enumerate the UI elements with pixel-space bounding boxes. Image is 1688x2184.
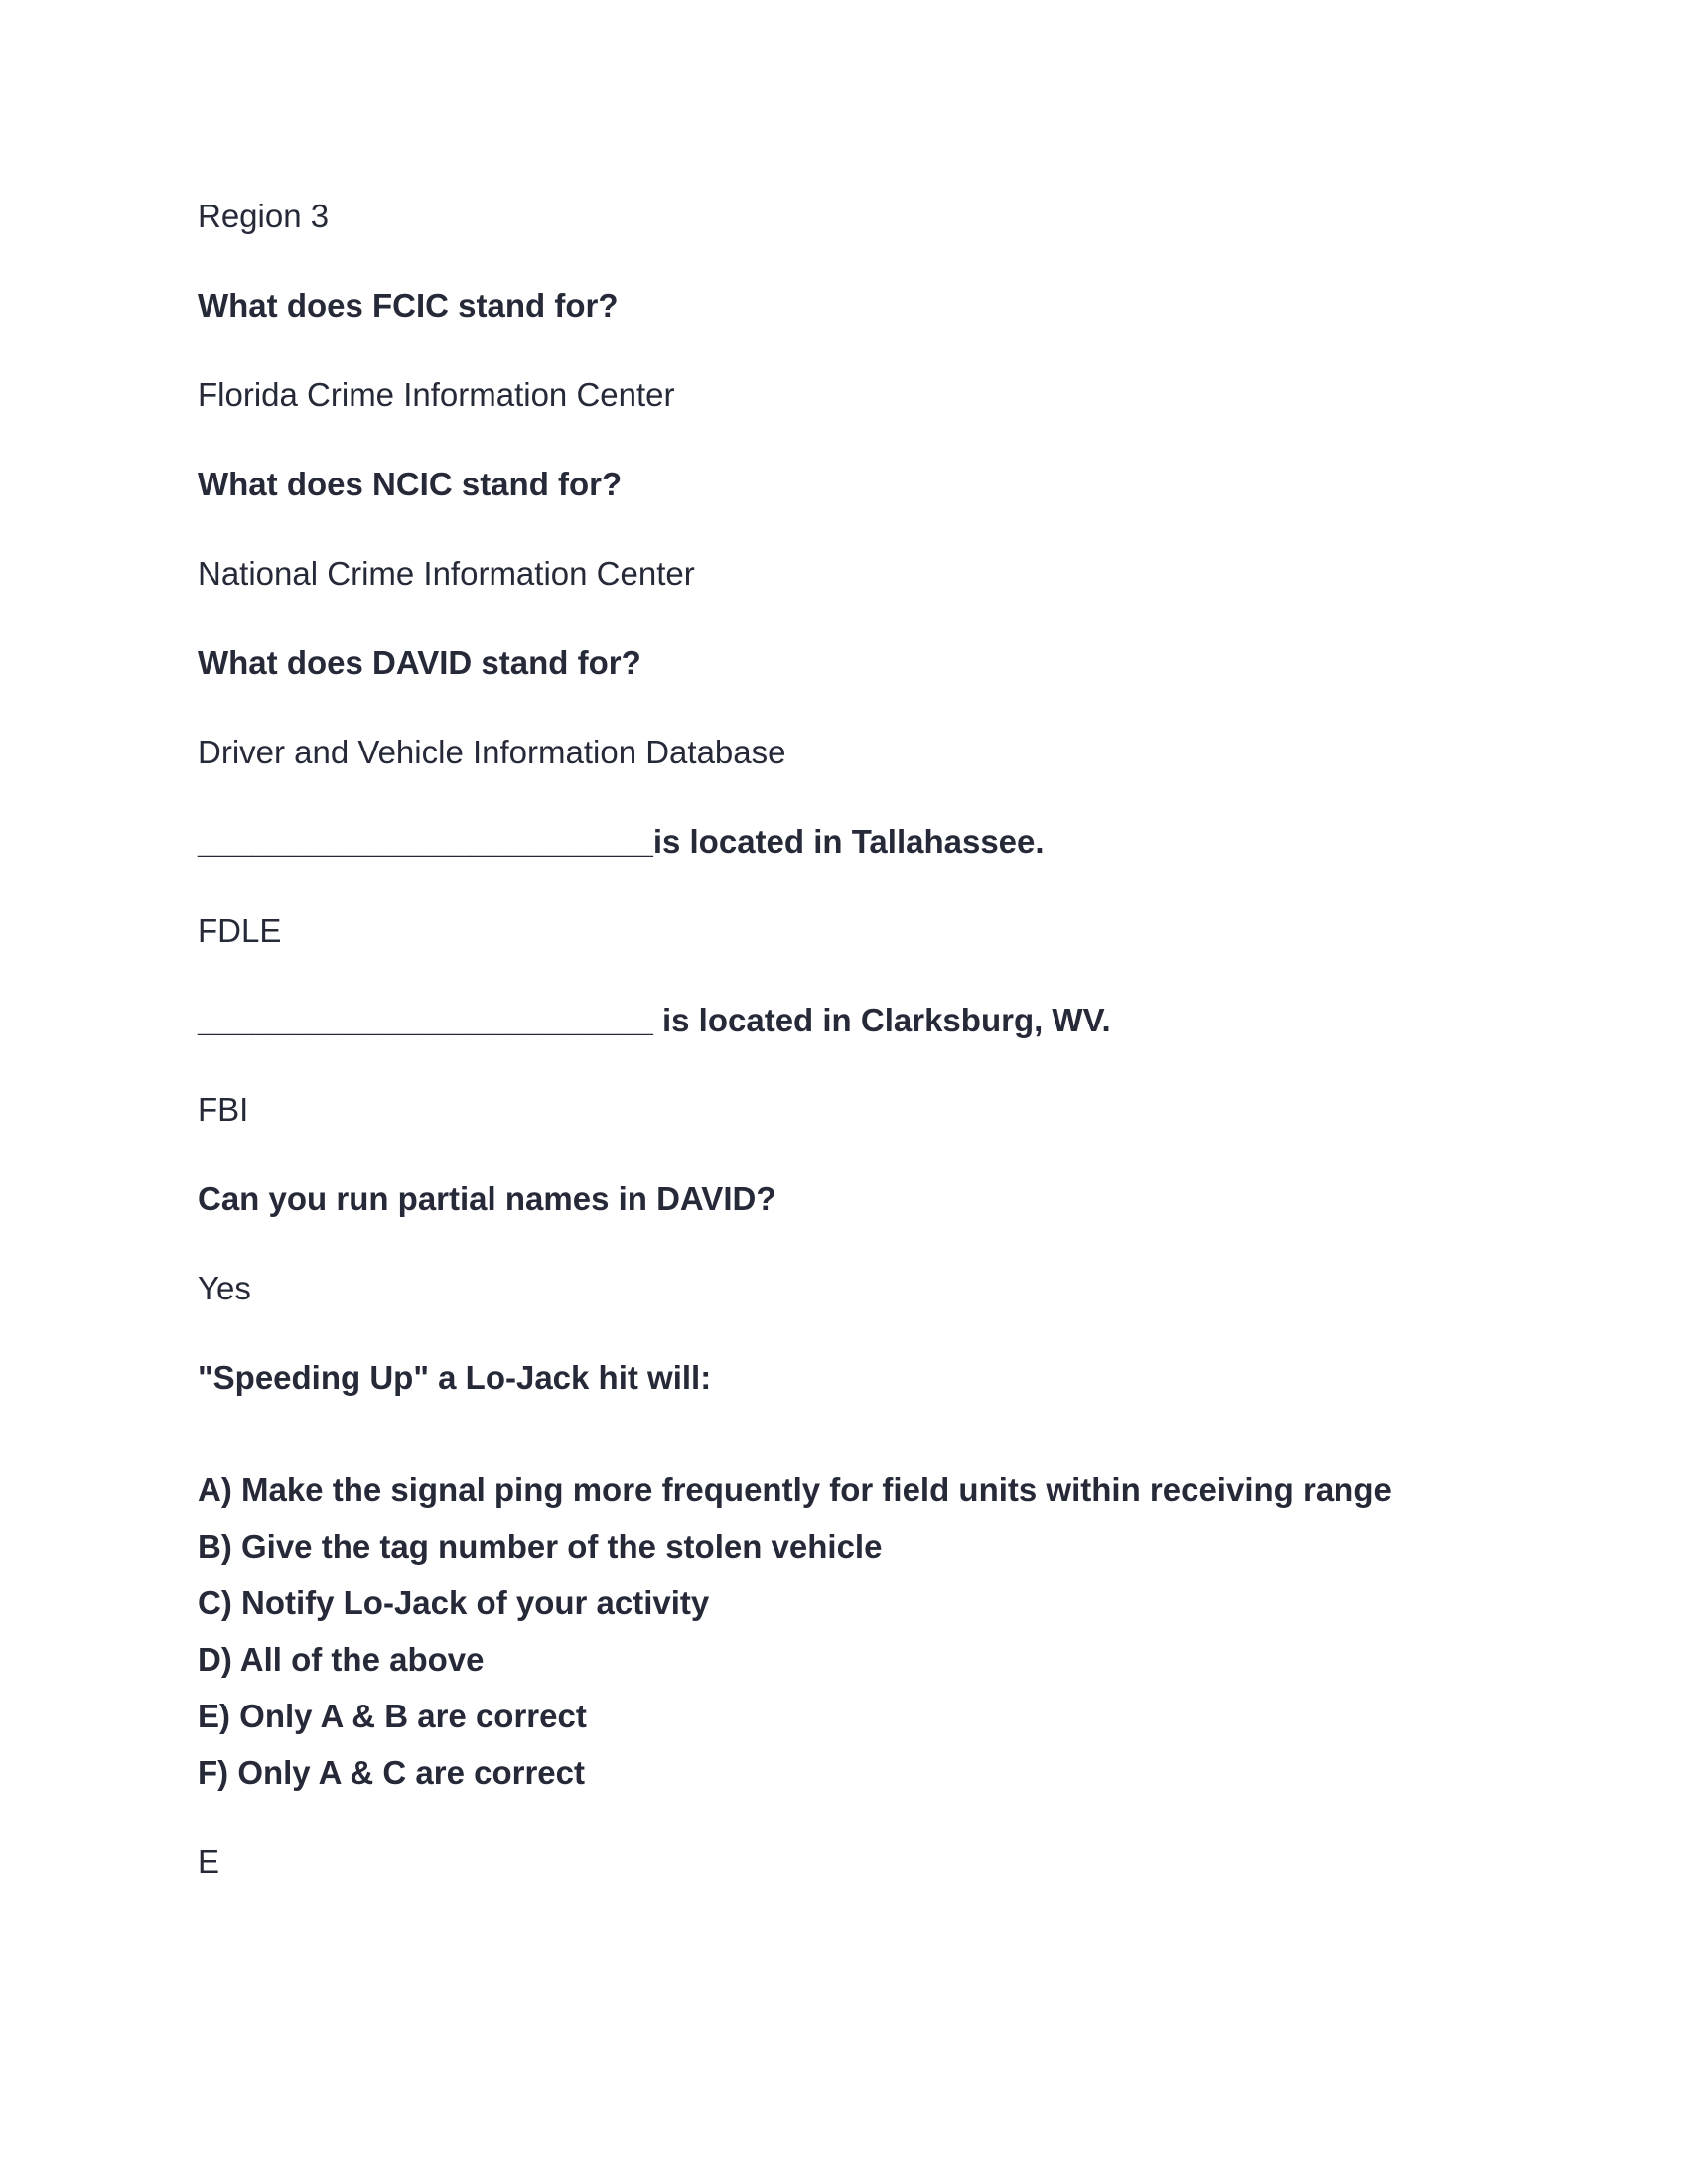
question-4: _________________________is located in Tallahassee. [198,823,1045,860]
option-e: E) Only A & B are correct [198,1698,587,1734]
question-6: Can you run partial names in DAVID? [198,1180,776,1217]
option-b: B) Give the tag number of the stolen vehicle [198,1528,883,1565]
option-c: C) Notify Lo-Jack of your activity [198,1584,710,1621]
answer-4: FDLE [198,912,282,949]
answer-7: E [198,1843,220,1880]
region-label: Region 3 [198,198,330,234]
question-2: What does NCIC stand for? [198,466,623,502]
question-5: _________________________ is located in Clarksburg, WV. [198,1002,1111,1038]
answer-2: National Crime Information Center [198,555,695,592]
option-f: F) Only A & C are correct [198,1754,585,1791]
option-a: A) Make the signal ping more frequently for field units within receiving range [198,1471,1392,1508]
question-1: What does FCIC stand for? [198,287,619,324]
question-7: "Speeding Up" a Lo-Jack hit will: [198,1359,712,1396]
answer-1: Florida Crime Information Center [198,376,675,413]
option-d: D) All of the above [198,1641,485,1678]
question-3: What does DAVID stand for? [198,644,641,681]
answer-3: Driver and Vehicle Information Database [198,734,786,770]
answer-5: FBI [198,1091,249,1128]
answer-6: Yes [198,1270,251,1306]
